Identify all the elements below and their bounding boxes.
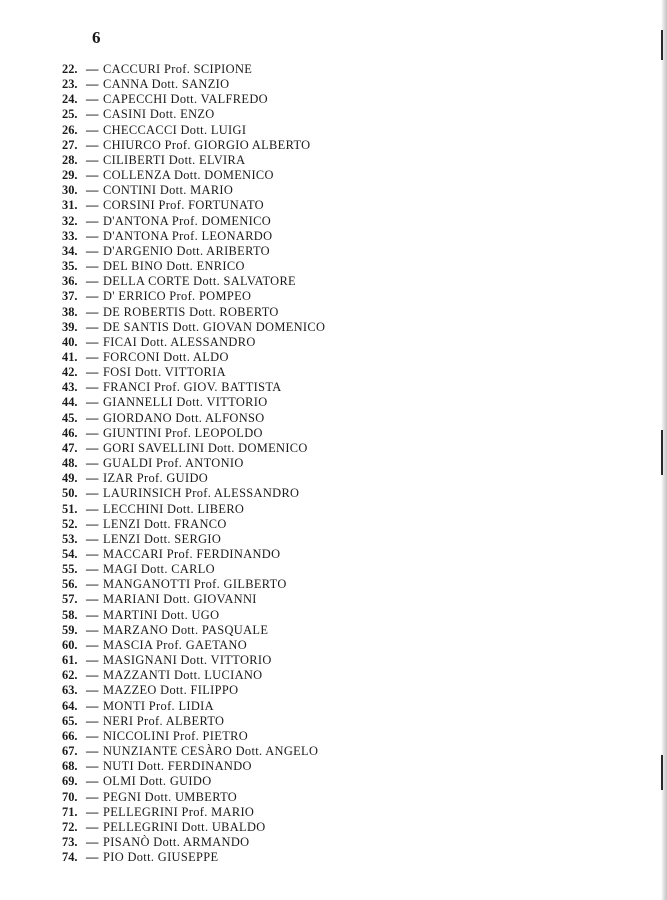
entry-name: GIUNTINI Prof. LEOPOLDO (103, 425, 263, 440)
entry-dash: — (86, 577, 99, 592)
entry-number: 67. (62, 744, 78, 759)
entry-number: 42. (62, 365, 78, 380)
list-item (62, 62, 325, 77)
list-item (62, 502, 325, 517)
entry-name: FOSI Dott. VITTORIA (103, 365, 226, 380)
list-item (62, 638, 325, 653)
list-item (62, 244, 325, 259)
entry-number: 52. (62, 516, 78, 531)
entry-dash: — (86, 183, 99, 198)
entry-dash: — (86, 365, 99, 380)
entry-name: PEGNI Dott. UMBERTO (103, 789, 238, 804)
entry-number: 25. (62, 107, 78, 122)
entry-number: 57. (62, 592, 78, 607)
list-item (62, 411, 325, 426)
entry-dash: — (86, 637, 99, 652)
entry-name: NUTI Dott. FERDINANDO (103, 759, 252, 774)
list-item (62, 608, 325, 623)
entry-number: 22. (62, 62, 78, 76)
entry-name: FORCONI Dott. ALDO (103, 349, 229, 364)
list-item (62, 183, 325, 198)
entry-dash: — (86, 774, 99, 789)
list-item (62, 380, 325, 395)
entry-name: MARTINI Dott. UGO (103, 607, 220, 622)
entry-number: 36. (62, 274, 78, 289)
list-item (62, 759, 325, 774)
list-item (62, 623, 325, 638)
list-item (62, 335, 325, 350)
list-item (62, 289, 325, 304)
entry-dash: — (86, 850, 99, 865)
entry-number: 38. (62, 304, 78, 319)
entry-dash: — (86, 668, 99, 683)
entry-name: NICCOLINI Prof. PIETRO (103, 728, 249, 743)
list-item (62, 123, 325, 138)
entry-number: 64. (62, 698, 78, 713)
entry-name: IZAR Prof. GUIDO (103, 471, 209, 486)
entry-number: 45. (62, 410, 78, 425)
entry-name: DE ROBERTIS Dott. ROBERTO (103, 304, 279, 319)
entry-dash: — (86, 243, 99, 258)
entry-name: GIANNELLI Dott. VITTORIO (103, 395, 268, 410)
entry-number: 39. (62, 319, 78, 334)
entry-dash: — (86, 77, 99, 92)
entry-name: LENZI Dott. SERGIO (103, 531, 222, 546)
entry-number: 56. (62, 577, 78, 592)
entry-name: CACCURI Prof. SCIPIONE (103, 62, 253, 76)
list-item (62, 456, 325, 471)
entry-name: NERI Prof. ALBERTO (103, 713, 225, 728)
entry-name: PELLEGRINI Prof. MARIO (103, 804, 255, 819)
entry-name: PIO Dott. GIUSEPPE (103, 850, 219, 865)
entry-name: D'ANTONA Prof. DOMENICO (103, 213, 272, 228)
entry-name: COLLENZA Dott. DOMENICO (103, 168, 274, 183)
entry-dash: — (86, 653, 99, 668)
entry-name: CHIURCO Prof. GIORGIO ALBERTO (103, 137, 311, 152)
entry-name: D' ERRICO Prof. POMPEO (103, 289, 252, 304)
entry-number: 65. (62, 713, 78, 728)
list-item (62, 714, 325, 729)
entry-dash: — (86, 789, 99, 804)
entry-name: CILIBERTI Dott. ELVIRA (103, 152, 246, 167)
list-item (62, 198, 325, 213)
entry-name: DELLA CORTE Dott. SALVATORE (103, 274, 296, 289)
list-item (62, 699, 325, 714)
entry-number: 34. (62, 243, 78, 258)
list-item (62, 790, 325, 805)
entry-number: 72. (62, 819, 78, 834)
list-item (62, 274, 325, 289)
entry-name: FICAI Dott. ALESSANDRO (103, 334, 256, 349)
entry-name: CASINI Dott. ENZO (103, 107, 215, 122)
list-item (62, 668, 325, 683)
entry-name: D'ANTONA Prof. LEONARDO (103, 228, 273, 243)
list-item (62, 259, 325, 274)
list-item (62, 426, 325, 441)
entry-number: 29. (62, 168, 78, 183)
entry-number: 54. (62, 547, 78, 561)
list-item (62, 805, 325, 820)
entry-name: LAURINSICH Prof. ALESSANDRO (103, 486, 300, 501)
entry-name: LENZI Dott. FRANCO (103, 516, 227, 531)
entry-number: 69. (62, 774, 78, 789)
list-item (62, 744, 325, 759)
entry-dash: — (86, 395, 99, 410)
entry-name: NUNZIANTE CESÀRO Dott. ANGELO (103, 744, 319, 759)
entry-number: 71. (62, 804, 78, 819)
entry-dash: — (86, 380, 99, 395)
entry-number: 40. (62, 334, 78, 349)
entry-dash: — (86, 62, 99, 76)
entry-name: MAZZEO Dott. FILIPPO (103, 683, 239, 698)
list-item (62, 92, 325, 107)
entry-name: OLMI Dott. GUIDO (103, 774, 212, 789)
entry-dash: — (86, 92, 99, 107)
entry-dash: — (86, 486, 99, 501)
entry-name: PISANÒ Dott. ARMANDO (103, 834, 250, 849)
entry-number: 59. (62, 622, 78, 637)
entry-number: 58. (62, 607, 78, 622)
binding-mark (661, 755, 663, 790)
entry-dash: — (86, 152, 99, 167)
entry-number: 31. (62, 198, 78, 213)
entry-number: 47. (62, 440, 78, 455)
list-item (62, 532, 325, 547)
list-item (62, 592, 325, 607)
entry-number: 70. (62, 789, 78, 804)
entry-name: GORI SAVELLINI Dott. DOMENICO (103, 440, 308, 455)
entry-name: GIORDANO Dott. ALFONSO (103, 410, 265, 425)
entry-number: 32. (62, 213, 78, 228)
entry-dash: — (86, 107, 99, 122)
entry-number: 66. (62, 728, 78, 743)
entry-dash: — (86, 759, 99, 774)
entry-dash: — (86, 334, 99, 349)
entry-number: 35. (62, 259, 78, 274)
entry-dash: — (86, 213, 99, 228)
entry-number: 55. (62, 562, 78, 577)
entry-dash: — (86, 471, 99, 486)
entry-number: 44. (62, 395, 78, 410)
entry-dash: — (86, 259, 99, 274)
entry-dash: — (86, 319, 99, 334)
list-item (62, 214, 325, 229)
list-item (62, 517, 325, 532)
entry-name: CONTINI Dott. MARIO (103, 183, 234, 198)
entry-name: GUALDI Prof. ANTONIO (103, 456, 244, 471)
entry-number: 60. (62, 637, 78, 652)
entry-dash: — (86, 289, 99, 304)
list-item (62, 305, 325, 320)
entry-number: 23. (62, 77, 78, 92)
entry-name: LECCHINI Dott. LIBERO (103, 501, 245, 516)
entry-number: 68. (62, 759, 78, 774)
list-item (62, 365, 325, 380)
list-item (62, 820, 325, 835)
entry-number: 51. (62, 501, 78, 516)
entry-number: 63. (62, 683, 78, 698)
entry-dash: — (86, 137, 99, 152)
list-item (62, 653, 325, 668)
list-item (62, 547, 325, 562)
entry-number: 26. (62, 122, 78, 137)
entry-dash: — (86, 198, 99, 213)
entry-number: 24. (62, 92, 78, 107)
list-item (62, 107, 325, 122)
entry-dash: — (86, 168, 99, 183)
entry-dash: — (86, 547, 99, 561)
entry-dash: — (86, 456, 99, 471)
list-item (62, 471, 325, 486)
entry-dash: — (86, 744, 99, 759)
entry-name: CAPECCHI Dott. VALFREDO (103, 92, 268, 107)
entry-dash: — (86, 349, 99, 364)
list-item (62, 774, 325, 789)
list-item (62, 729, 325, 744)
entry-number: 61. (62, 653, 78, 668)
entry-name: MASCIA Prof. GAETANO (103, 637, 248, 652)
entry-name: DEL BINO Dott. ENRICO (103, 259, 245, 274)
entry-number: 62. (62, 668, 78, 683)
list-item (62, 320, 325, 335)
entry-dash: — (86, 122, 99, 137)
binding-mark (661, 30, 663, 60)
entry-dash: — (86, 425, 99, 440)
page-number: 6 (92, 28, 101, 47)
entry-number: 27. (62, 137, 78, 152)
entry-number: 53. (62, 531, 78, 546)
entry-number: 41. (62, 349, 78, 364)
entry-name: MARZANO Dott. PASQUALE (103, 622, 269, 637)
list-item (62, 486, 325, 501)
entry-name: CORSINI Prof. FORTUNATO (103, 198, 264, 213)
binding-mark (661, 430, 663, 475)
list-item (62, 77, 325, 92)
entry-number: 73. (62, 834, 78, 849)
list-item (62, 350, 325, 365)
entry-dash: — (86, 698, 99, 713)
entry-number: 49. (62, 471, 78, 486)
entry-name: MASIGNANI Dott. VITTORIO (103, 653, 272, 668)
entry-name: CHECCACCI Dott. LUIGI (103, 122, 247, 137)
entry-name: FRANCI Prof. GIOV. BATTISTA (103, 380, 282, 395)
entry-dash: — (86, 622, 99, 637)
list-item (62, 168, 325, 183)
entry-dash: — (86, 834, 99, 849)
entry-number: 43. (62, 380, 78, 395)
list-item (62, 577, 325, 592)
member-list (62, 62, 325, 865)
entry-dash: — (86, 713, 99, 728)
entry-number: 50. (62, 486, 78, 501)
entry-number: 33. (62, 228, 78, 243)
entry-dash: — (86, 516, 99, 531)
entry-number: 28. (62, 152, 78, 167)
entry-dash: — (86, 804, 99, 819)
entry-dash: — (86, 228, 99, 243)
list-item (62, 683, 325, 698)
list-item (62, 153, 325, 168)
entry-name: MAGI Dott. CARLO (103, 562, 215, 577)
entry-name: MARIANI Dott. GIOVANNI (103, 592, 257, 607)
entry-name: MONTI Prof. LIDIA (103, 698, 214, 713)
entry-name: PELLEGRINI Dott. UBALDO (103, 819, 266, 834)
entry-dash: — (86, 501, 99, 516)
list-item (62, 138, 325, 153)
entry-dash: — (86, 304, 99, 319)
list-item (62, 562, 325, 577)
entry-number: 30. (62, 183, 78, 198)
entry-dash: — (86, 410, 99, 425)
entry-number: 37. (62, 289, 78, 304)
entry-dash: — (86, 607, 99, 622)
list-item (62, 835, 325, 850)
entry-dash: — (86, 819, 99, 834)
entry-dash: — (86, 592, 99, 607)
list-item (62, 441, 325, 456)
entry-name: MANGANOTTI Prof. GILBERTO (103, 577, 287, 592)
list-item (62, 850, 325, 865)
entry-name: CANNA Dott. SANZIO (103, 77, 230, 92)
entry-dash: — (86, 440, 99, 455)
entry-dash: — (86, 531, 99, 546)
entry-dash: — (86, 274, 99, 289)
entry-number: 46. (62, 425, 78, 440)
entry-dash: — (86, 728, 99, 743)
entry-name: MAZZANTI Dott. LUCIANO (103, 668, 263, 683)
list-item (62, 395, 325, 410)
entry-name: MACCARI Prof. FERDINANDO (103, 547, 281, 561)
entry-name: DE SANTIS Dott. GIOVAN DOMENICO (103, 319, 326, 334)
entry-dash: — (86, 562, 99, 577)
entry-dash: — (86, 683, 99, 698)
entry-number: 48. (62, 456, 78, 471)
entry-number: 74. (62, 850, 78, 865)
entry-name: D'ARGENIO Dott. ARIBERTO (103, 243, 270, 258)
list-item (62, 229, 325, 244)
